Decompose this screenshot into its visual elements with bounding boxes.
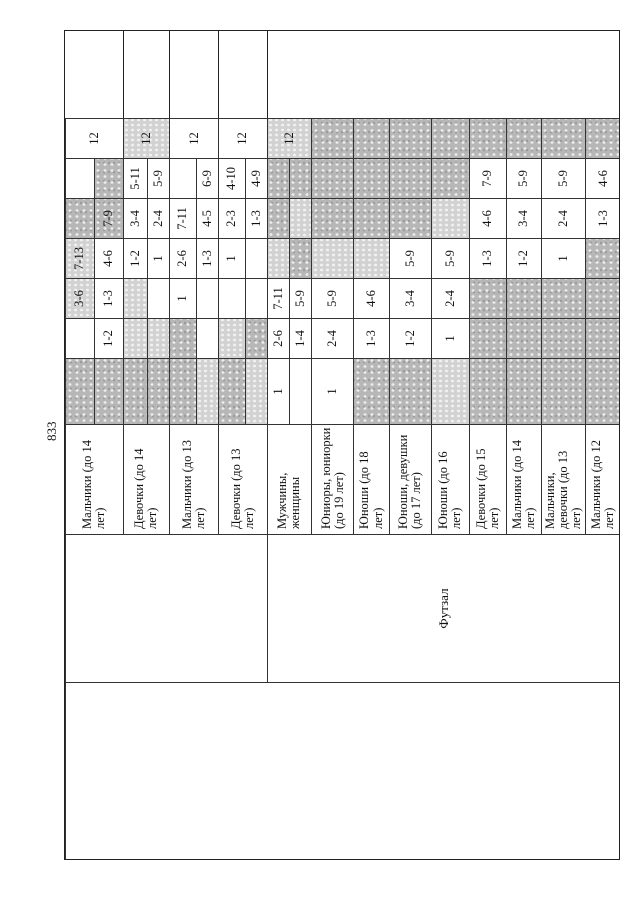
rank-range-cell: 1-3 bbox=[196, 239, 218, 279]
table-row bbox=[66, 31, 95, 861]
blank-column-cell bbox=[66, 683, 621, 861]
rank-range-cell: 4-6 bbox=[94, 239, 123, 279]
rank-range-cell bbox=[389, 159, 431, 199]
rank-range-cell bbox=[219, 279, 246, 319]
rank-range-cell bbox=[245, 359, 267, 425]
rank-range-cell bbox=[507, 279, 541, 319]
rank-range-cell: 5-9 bbox=[541, 159, 586, 199]
rank-range-cell bbox=[354, 159, 389, 199]
rank-range-cell bbox=[541, 279, 586, 319]
rank-range-cell bbox=[431, 199, 469, 239]
rank-range-cell bbox=[289, 159, 311, 199]
rank-range-cell: 4-9 bbox=[245, 159, 267, 199]
total-count-cell bbox=[469, 119, 507, 159]
rank-range-cell: 3-4 bbox=[507, 199, 541, 239]
rank-range-cell: 1-2 bbox=[94, 319, 123, 359]
rank-range-cell bbox=[541, 359, 586, 425]
rank-range-cell: 5-11 bbox=[123, 159, 147, 199]
rank-range-cell: 7-13 bbox=[66, 239, 95, 279]
rank-range-cell: 7-9 bbox=[94, 199, 123, 239]
rank-range-cell: 3-4 bbox=[123, 199, 147, 239]
age-group-cell: Девочки (до 15 лет) bbox=[469, 425, 507, 535]
age-group-cell: Мальчики (до 12 лет) bbox=[586, 425, 620, 535]
rank-range-cell: 1-2 bbox=[389, 319, 431, 359]
rank-range-cell: 1-2 bbox=[507, 239, 541, 279]
rank-range-cell: 2-4 bbox=[541, 199, 586, 239]
rank-range-cell: 2-4 bbox=[148, 199, 170, 239]
total-count-cell bbox=[389, 119, 431, 159]
rank-range-cell: 1 bbox=[148, 239, 170, 279]
rank-range-cell bbox=[267, 159, 289, 199]
rank-range-cell bbox=[196, 319, 218, 359]
total-count-cell bbox=[354, 119, 389, 159]
rank-range-cell: 7-11 bbox=[267, 279, 289, 319]
rank-range-cell bbox=[267, 239, 289, 279]
rank-range-cell: 5-9 bbox=[312, 279, 354, 319]
total-count-cell bbox=[507, 119, 541, 159]
rank-range-cell: 1 bbox=[267, 359, 289, 425]
rank-range-cell bbox=[469, 319, 507, 359]
total-count-cell: 12 bbox=[123, 119, 170, 159]
rank-range-cell bbox=[219, 319, 246, 359]
rank-range-cell: 5-9 bbox=[389, 239, 431, 279]
rank-range-cell bbox=[66, 359, 95, 425]
rank-range-cell: 1-2 bbox=[123, 239, 147, 279]
rank-range-cell: 1 bbox=[219, 239, 246, 279]
rank-range-cell bbox=[312, 159, 354, 199]
rank-range-cell bbox=[196, 359, 218, 425]
rank-range-cell: 6-9 bbox=[196, 159, 218, 199]
rank-range-cell bbox=[196, 279, 218, 319]
rank-range-cell: 4-6 bbox=[469, 199, 507, 239]
rank-range-cell bbox=[66, 199, 95, 239]
rank-range-cell bbox=[170, 359, 197, 425]
age-group-cell: Юниоры, юниорки (до 19 лет) bbox=[312, 425, 354, 535]
rank-range-cell bbox=[586, 239, 620, 279]
rank-range-cell: 1-3 bbox=[469, 239, 507, 279]
age-group-cell: Мужчины, женщины bbox=[267, 425, 311, 535]
rank-range-cell bbox=[123, 279, 147, 319]
rank-range-cell bbox=[507, 319, 541, 359]
rank-range-cell bbox=[586, 359, 620, 425]
total-count-cell bbox=[312, 119, 354, 159]
total-count-cell: 12 bbox=[267, 119, 311, 159]
rank-range-cell: 2-6 bbox=[170, 239, 197, 279]
rank-range-cell bbox=[94, 359, 123, 425]
rank-range-cell bbox=[123, 319, 147, 359]
rank-range-cell bbox=[354, 359, 389, 425]
blank-group-cell bbox=[66, 535, 268, 683]
rank-range-cell bbox=[170, 159, 197, 199]
rank-range-cell: 7-9 bbox=[469, 159, 507, 199]
rank-range-cell: 3-4 bbox=[389, 279, 431, 319]
rank-range-cell bbox=[469, 359, 507, 425]
rank-range-cell bbox=[289, 239, 311, 279]
rank-range-cell bbox=[507, 359, 541, 425]
page-number: 833 bbox=[44, 421, 59, 441]
rank-range-cell: 4-5 bbox=[196, 199, 218, 239]
rank-range-cell bbox=[431, 159, 469, 199]
rank-range-cell bbox=[148, 359, 170, 425]
total-count-cell bbox=[431, 119, 469, 159]
rank-range-cell: 1 bbox=[541, 239, 586, 279]
rank-range-cell: 4-6 bbox=[586, 159, 620, 199]
rank-range-cell bbox=[66, 319, 95, 359]
table-frame bbox=[64, 30, 620, 860]
rank-range-cell: 2-4 bbox=[312, 319, 354, 359]
rank-table bbox=[65, 31, 620, 861]
rank-range-cell: 2-6 bbox=[267, 319, 289, 359]
rank-range-cell: 1 bbox=[170, 279, 197, 319]
total-count-cell bbox=[541, 119, 586, 159]
rank-range-cell: 1-3 bbox=[94, 279, 123, 319]
rank-range-cell: 4-10 bbox=[219, 159, 246, 199]
rank-range-cell bbox=[354, 239, 389, 279]
sport-name-cell: Футзал bbox=[267, 535, 620, 683]
rank-range-cell bbox=[66, 159, 95, 199]
rank-range-cell: 1-3 bbox=[354, 319, 389, 359]
rank-range-cell bbox=[389, 359, 431, 425]
rank-range-cell bbox=[245, 239, 267, 279]
rank-range-cell: 2-4 bbox=[431, 279, 469, 319]
total-count-cell: 12 bbox=[66, 119, 124, 159]
rank-range-cell bbox=[289, 199, 311, 239]
rank-range-cell: 1 bbox=[312, 359, 354, 425]
rank-range-cell: 1-3 bbox=[586, 199, 620, 239]
rank-range-cell bbox=[354, 199, 389, 239]
rank-range-cell bbox=[289, 359, 311, 425]
age-group-cell: Мальчики, девочки (до 13 лет) bbox=[541, 425, 586, 535]
rank-range-cell: 5-9 bbox=[507, 159, 541, 199]
rank-range-cell bbox=[245, 319, 267, 359]
rank-range-cell bbox=[389, 199, 431, 239]
rank-range-cell bbox=[586, 279, 620, 319]
rank-range-cell bbox=[431, 359, 469, 425]
age-group-cell: Юноши (до 18 лет) bbox=[354, 425, 389, 535]
age-group-cell: Мальчики (до 13 лет) bbox=[170, 425, 219, 535]
total-count-cell: 12 bbox=[219, 119, 268, 159]
rank-range-cell bbox=[123, 359, 147, 425]
rank-range-cell: 3-6 bbox=[66, 279, 95, 319]
rank-range-cell: 7-11 bbox=[170, 199, 197, 239]
rank-range-cell bbox=[312, 239, 354, 279]
rank-range-cell bbox=[469, 279, 507, 319]
total-count-cell: 12 bbox=[170, 119, 219, 159]
age-group-cell: Девочки (до 13 лет) bbox=[219, 425, 268, 535]
rank-range-cell bbox=[148, 319, 170, 359]
rank-range-cell bbox=[312, 199, 354, 239]
age-group-cell: Юноши, девушки (до 17 лет) bbox=[389, 425, 431, 535]
age-group-cell: Мальчики (до 14 лет) bbox=[66, 425, 124, 535]
rank-range-cell: 1-3 bbox=[245, 199, 267, 239]
rank-range-cell: 4-6 bbox=[354, 279, 389, 319]
rank-range-cell bbox=[94, 159, 123, 199]
rank-range-cell bbox=[267, 199, 289, 239]
age-group-cell: Юноши (до 16 лет) bbox=[431, 425, 469, 535]
rank-range-cell: 2-3 bbox=[219, 199, 246, 239]
rank-range-cell: 5-9 bbox=[148, 159, 170, 199]
rank-range-cell bbox=[586, 319, 620, 359]
age-group-cell: Девочки (до 14 лет) bbox=[123, 425, 170, 535]
rank-range-cell: 1 bbox=[431, 319, 469, 359]
rank-range-cell bbox=[541, 319, 586, 359]
rank-range-cell bbox=[219, 359, 246, 425]
total-count-cell bbox=[586, 119, 620, 159]
rank-range-cell bbox=[170, 319, 197, 359]
rank-range-cell: 5-9 bbox=[431, 239, 469, 279]
rank-range-cell bbox=[148, 279, 170, 319]
age-group-cell: Мальчики (до 14 лет) bbox=[507, 425, 541, 535]
rank-range-cell: 5-9 bbox=[289, 279, 311, 319]
rank-range-cell: 1-4 bbox=[289, 319, 311, 359]
rank-range-cell bbox=[245, 279, 267, 319]
